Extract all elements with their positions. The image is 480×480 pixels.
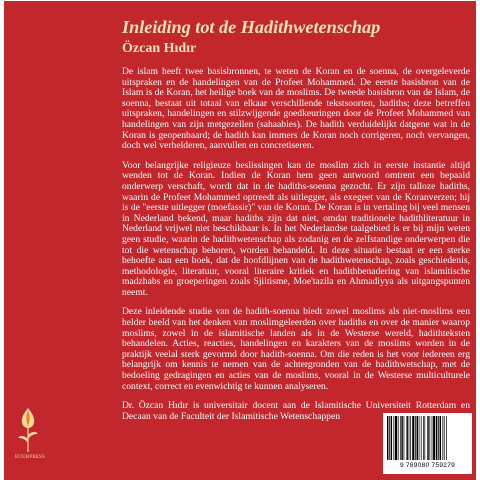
barcode-bar bbox=[444, 416, 445, 460]
barcode-icon bbox=[386, 416, 469, 460]
barcode-bar bbox=[438, 416, 439, 460]
barcode-bar bbox=[391, 416, 392, 460]
blurb-paragraph: De islam heeft twee basisbronnen, te weten de Koran en de soenna, de overgeleverde uitspraken en de handelingen van de Profeet Mohammed. De eerste basisbron van de Islam is de Koran, het heilige boek van de moslims. De tweede basisbron van de Islam, de soenna, bestaat uit totaal van elkaar verschillende tekstsoorten, hadiths; deze betreffen uitspraken, handelingen en stilzwijgende goedkeuringen door de Profeet Mohammed van handelingen van zijn metgezellen (sahaabies). De hadith verduidelijkt datgene wat in de Koran is geopenbaard; de hadith kan immers de Koran noch corrigeren, noch vervangen, doch wel verhelderen, aanvullen en concretiseren. bbox=[122, 66, 470, 152]
barcode-bar bbox=[442, 416, 443, 460]
barcode-bar bbox=[393, 416, 394, 460]
blurb-paragraph: Voor belangrijke religieuze beslissingen kan de moslim zich in eerste instantie altijd wenden tot de Koran. Indien de Koran hem geen antwoord omtrent een bepaald onderwerp verschaft, wordt dat in de hadiths-soenna gezocht. Er zijn talloze hadiths, waarin de Profeet Mohammed optreedt als uitlegger, als exegeet van de Koranverzen; hij is de "eerste uitlegger (moefassir)" van de Koran. De Koran is in vertaling bij veel mensen in Nederland bekend, maar hadiths zijn dat niet, omdat traditionele hadithliteratuur in Nederland vrijwel niet beschikbaar is. In het Nederlandse taalgebied is er bij mijn weten geen studie, waarin de hadithwetenschap als zodanig en de zelfstandige onderwerpen die tot die wetenschap behoren, worden behandeld. In deze situatie bestaat er een sterke behoefte aan een boek, dat de hoofdlijnen van de hadithwetenschap, zoals geschiedenis, methodologie, literatuur, vooral literaire kritiek en hadithbenadering van islamitische madzhabs en groeperingen zoals Sjiitisme, Moe'tazila en Ahmadiyya als uitgangspunten neemt. bbox=[122, 159, 470, 298]
barcode-bar bbox=[400, 416, 401, 460]
barcode-bar bbox=[398, 416, 399, 460]
barcode-bar bbox=[421, 416, 422, 460]
publisher-logo bbox=[15, 405, 46, 467]
publisher-name: EOURPRESS bbox=[15, 455, 46, 460]
barcode-bar bbox=[436, 416, 437, 460]
barcode-bar bbox=[429, 416, 430, 460]
barcode-bar bbox=[404, 416, 405, 460]
barcode-bar bbox=[409, 416, 410, 460]
barcode-bar bbox=[401, 416, 402, 460]
barcode-bar bbox=[412, 416, 414, 460]
barcode-bar bbox=[389, 416, 390, 460]
barcode-bar bbox=[419, 416, 420, 460]
book-back-cover bbox=[4, 1, 476, 480]
author-bio: Dr. Özcan Hıdır is universitair docent aan de Islamitische Universiteit Rotterdam en Decaan van de Faculteit der Islamitische Wetenschappen bbox=[122, 400, 470, 422]
barcode-bar bbox=[417, 416, 418, 460]
blurb-text bbox=[122, 67, 470, 422]
barcode-bar bbox=[395, 416, 397, 460]
barcode-bar bbox=[387, 416, 388, 460]
barcode-bar bbox=[446, 416, 447, 460]
barcode-bar bbox=[433, 416, 435, 460]
barcode-bar bbox=[427, 416, 428, 460]
barcode-bar bbox=[440, 416, 441, 460]
barcode-bar bbox=[415, 416, 416, 460]
barcode-bar bbox=[424, 416, 425, 460]
isbn-barcode bbox=[383, 413, 472, 474]
blurb-paragraph: Deze inleidende studie van de hadith-soenna biedt zowel moslims als niet-moslims een helder beeld van het denken van moslimgeleerden over hadiths en over de manier waarop moslims, zowel in de islamitische landen als in de Westerse wereld, hadithteksten behandelen. Acties, reacties, handelingen en karakters van de moslims worden in de praktijk veelal sterk gevormd door hadith-soenna. Om die reden is het voor iedereen erg belangrijk om kennis te nemen van de achtergronden van de hadithwetschap, met de bedoeling gedragingen en acties van de moslims, vooral in de Westerse multiculturele context, correct en evenwichtig te kunnen analyseren. bbox=[122, 306, 470, 392]
barcode-bar bbox=[406, 416, 407, 460]
barcode-bar bbox=[432, 416, 433, 460]
tulip-icon bbox=[15, 405, 41, 455]
barcode-bar bbox=[410, 416, 411, 460]
book-title: Inleiding tot de Hadithwetenschap bbox=[122, 17, 381, 37]
isbn-number: 9 789080 759279 bbox=[399, 462, 456, 469]
barcode-bar bbox=[423, 416, 424, 460]
book-author: Özcan Hıdır bbox=[122, 41, 197, 56]
